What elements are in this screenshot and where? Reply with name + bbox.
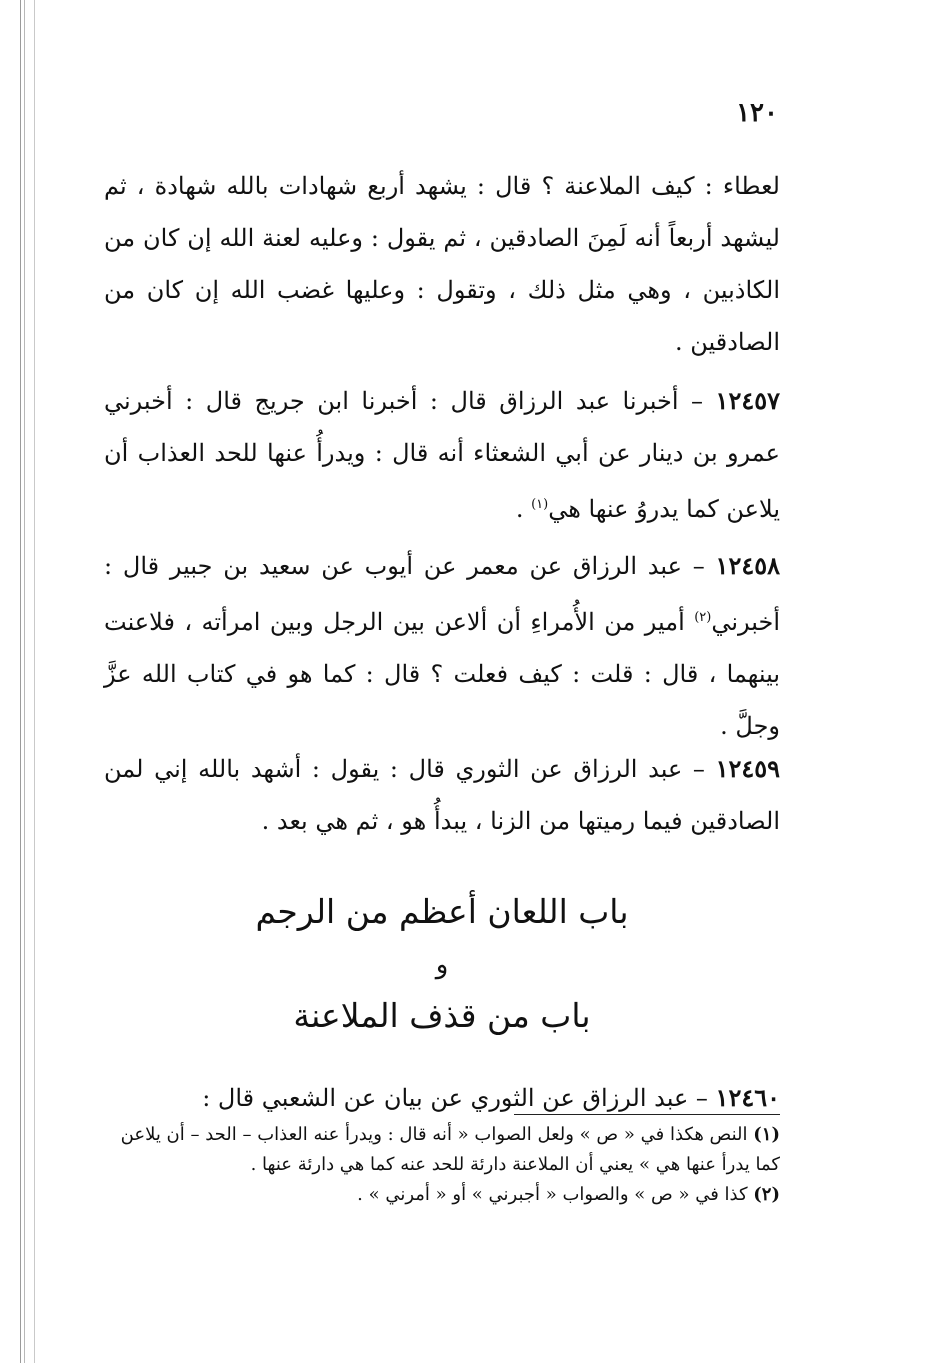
footnotes xyxy=(104,1120,780,1210)
binding-edge-line xyxy=(34,0,35,1363)
hadith-text: – عبد الرزاق عن الثوري عن بيان عن الشعبي قال : xyxy=(202,1084,716,1112)
footnote-reference[interactable]: (١) xyxy=(531,497,549,512)
footnote-mark: (٢) xyxy=(753,1184,780,1205)
footnote-divider xyxy=(514,1114,780,1115)
hadith-number: ١٢٤٥٧ xyxy=(715,386,780,415)
footnote-mark: (١) xyxy=(753,1124,780,1145)
hadith-text: – عبد الرزاق عن الثوري قال : يقول : أشهد بالله إني لمن الصادقين فيما رميتها من الزنا ، يبدأُ هو ، ثم هي بعد . xyxy=(104,755,780,835)
hadith-12457 xyxy=(104,375,780,535)
page-number: ١٢٠ xyxy=(736,98,778,128)
hadith-number: ١٢٤٦٠ xyxy=(715,1083,780,1112)
hadith-text-end: أمير من الأُمراءِ أن ألاعن بين الرجل وبين امرأته ، فلاعنت بينهما ، قال : قلت : كيف فعلت ؟ قال : كما هو في كتاب الله عزَّ وجلَّ . xyxy=(104,608,780,740)
hadith-number: ١٢٤٥٩ xyxy=(715,754,781,783)
chapter-title: باب اللعان أعظم من الرجم xyxy=(255,892,629,931)
hadith-text: – عبد الرزاق عن معمر عن أيوب عن سعيد بن جبير قال : أخبرني xyxy=(104,552,780,636)
binding-edge-line xyxy=(20,0,21,1363)
hadith-text-end: . xyxy=(515,495,532,523)
intro-text: لعطاء : كيف الملاعنة ؟ قال : يشهد أربع شهادات بالله شهادة ، ثم ليشهد أربعاً أنه لَمِنَ الصادقين ، ثم يقول : وعليه لعنة الله إن كان من الكاذبين ، وهي مثل ذلك ، وتقول : وعليها غضب الله إن كان من الصادقين . xyxy=(104,172,780,356)
chapter-conjunction: و xyxy=(435,950,449,980)
footnote-text: النص هكذا في « ص » ولعل الصواب « أنه قال : ويدرأ عنه العذاب – الحد – أن يلاعن كما يدرأ عنها هي » يعني أن الملاعنة دارئة للحد عنه كما هي دارئة عنها . xyxy=(120,1124,780,1175)
binding-edge-line xyxy=(24,0,25,1363)
intro-paragraph xyxy=(104,160,780,368)
footnote-item xyxy=(104,1180,780,1210)
hadith-12460 xyxy=(104,1072,780,1124)
footnote-item xyxy=(104,1120,780,1180)
hadith-12459 xyxy=(104,743,780,847)
chapter-title: باب من قذف الملاعنة xyxy=(293,996,591,1035)
footnote-text: كذا في « ص » والصواب « أجبرني » أو « أمرني » . xyxy=(357,1184,754,1205)
hadith-12458 xyxy=(104,540,780,752)
hadith-number: ١٢٤٥٨ xyxy=(715,551,780,580)
hadith-text: – أخبرنا عبد الرزاق قال : أخبرنا ابن جريج قال : أخبرني عمرو بن دينار عن أبي الشعثاء أنه قال : ويدرأُ عنها للحد العذاب أن يلاعن كما يدروُ عنها هي xyxy=(104,387,780,523)
footnote-reference[interactable]: (٢) xyxy=(694,610,712,625)
